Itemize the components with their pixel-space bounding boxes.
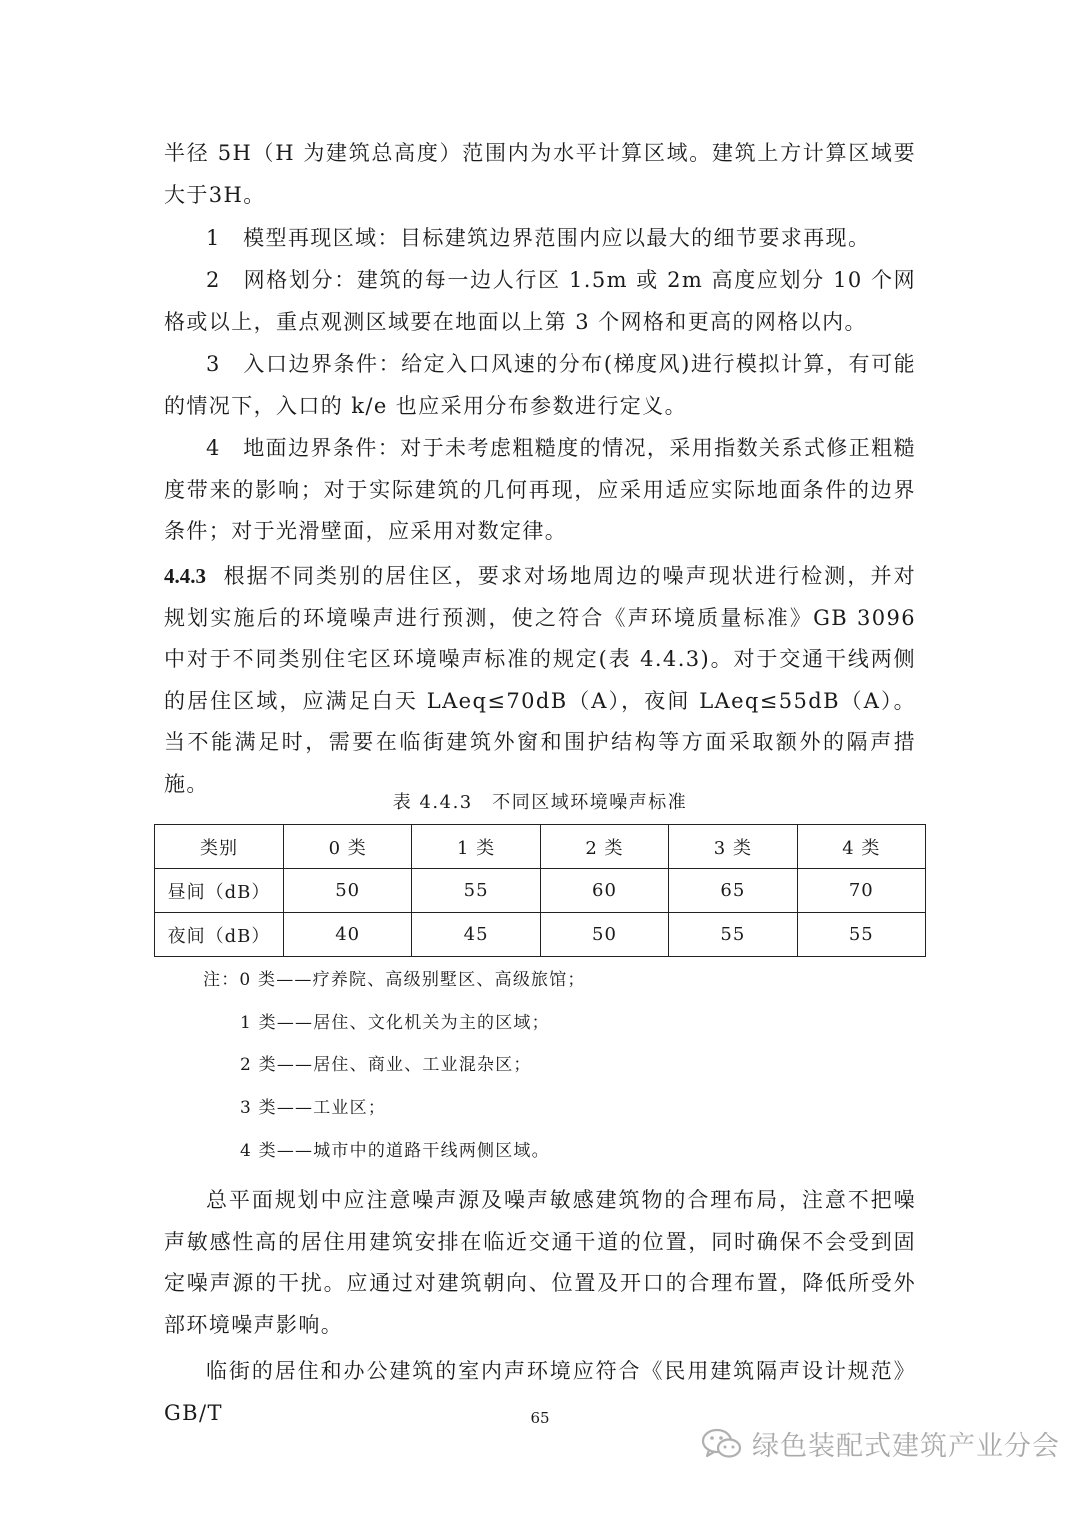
table-cell: 55 [797,913,925,957]
paragraph-item-2: 2 网格划分：建筑的每一边人行区 1.5m 或 2m 高度应划分 10 个网格或以上，重点观测区域要在地面以上第 3 个网格和更高的网格以内。 [164,268,916,334]
table-caption: 表 4.4.3 不同区域环境噪声标准 [392,792,688,813]
table-note: 注：0 类——疗养院、高级别墅区、高级旅馆； [203,970,586,990]
paragraph-section-4-4-3 [164,556,916,805]
table-header-cell: 0 类 [284,825,412,869]
table-header-cell: 4 类 [797,825,925,869]
section-number: 4.4.3 [164,564,206,588]
table-cell: 55 [412,869,540,913]
table-note: 4 类——城市中的道路干线两侧区域。 [240,1141,550,1161]
paragraph-item-3: 3 入口边界条件：给定入口风速的分布(梯度风)进行模拟计算，有可能的情况下，入口的 k/e 也应采用分布参数进行定义。 [164,352,916,418]
watermark-text: 绿色装配式建筑产业分会 [752,1431,1060,1462]
paragraph-calc-region: 半径 5H（H 为建筑总高度）范围内为水平计算区域。建筑上方计算区域要大于3H。 [164,141,916,207]
table-note: 2 类——居住、商业、工业混杂区； [240,1055,532,1075]
table-header-row [155,825,926,869]
table-note: 3 类——工业区； [240,1098,387,1118]
table-cell: 夜间（dB） [155,913,284,957]
paragraph-layout-planning: 总平面规划中应注意噪声源及噪声敏感建筑物的合理布局，注意不把噪声敏感性高的居住用建筑安排在临近交通干道的位置，同时确保不会受到固定噪声源的干扰。应通过对建筑朝向、位置及开口的合理布置，降低所受外部环境噪声影响。 [164,1188,916,1337]
paragraph-indoor-acoustics: 临街的居住和办公建筑的室内声环境应符合《民用建筑隔声设计规范》GB/T [164,1359,916,1425]
watermark [700,1424,1060,1463]
table-row [155,913,926,957]
table-cell: 65 [669,869,797,913]
table-cell: 45 [412,913,540,957]
table-header-cell: 类别 [155,825,284,869]
wechat-icon [700,1426,744,1462]
table-cell: 50 [284,869,412,913]
table-header-cell: 1 类 [412,825,540,869]
table-cell: 40 [284,913,412,957]
table-cell: 70 [797,869,925,913]
noise-standard-table [154,824,926,957]
paragraph-item-4: 4 地面边界条件：对于未考虑粗糙度的情况，采用指数关系式修正粗糙度带来的影响；对于实际建筑的几何再现，应采用适应实际地面条件的边界条件；对于光滑壁面，应采用对数定律。 [164,436,916,543]
section-text: 根据不同类别的居住区，要求对场地周边的噪声现状进行检测，并对规划实施后的环境噪声进行预测，使之符合《声环境质量标准》GB 3096 中对于不同类别住宅区环境噪声标准的规定(表 4.4.3)。对于交通干线两侧的居住区域，应满足白天 LAeq≤70dB（A），夜间 LAeq≤55dB（A）。当不能满足时，需要在临街建筑外窗和围护结构等方面采取额外的隔声措施。 [164,564,916,796]
page-number: 65 [530,1409,550,1427]
table-header-cell: 3 类 [669,825,797,869]
table-cell: 50 [540,913,668,957]
table-cell: 60 [540,869,668,913]
table-cell: 55 [669,913,797,957]
table-cell: 昼间（dB） [155,869,284,913]
table-header-cell: 2 类 [540,825,668,869]
table-row [155,869,926,913]
table-note: 1 类——居住、文化机关为主的区域； [240,1013,550,1033]
paragraph-item-1: 1 模型再现区域：目标建筑边界范围内应以最大的细节要求再现。 [206,226,871,250]
